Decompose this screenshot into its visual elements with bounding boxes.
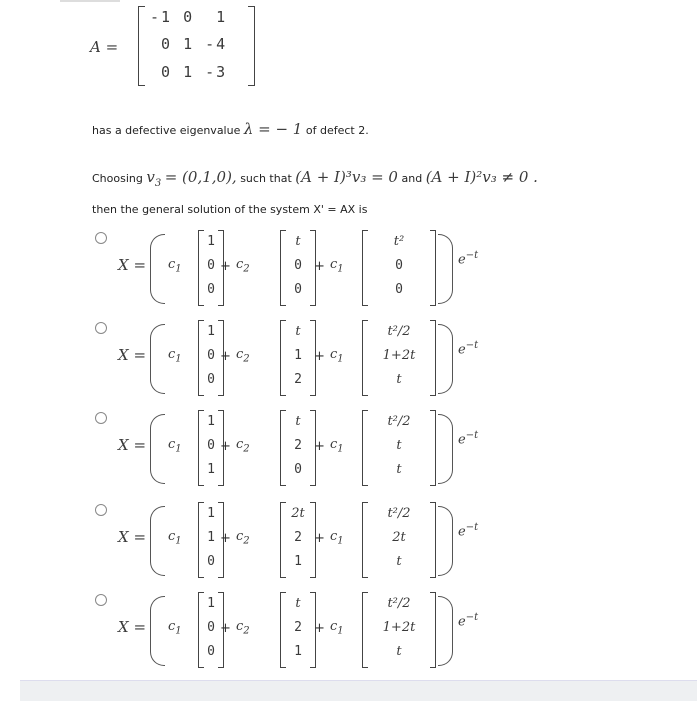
radio-button[interactable] bbox=[95, 232, 107, 244]
answer-option-2[interactable] bbox=[0, 318, 697, 408]
coefficient-c1: $c_1$ bbox=[168, 437, 182, 455]
left-paren bbox=[150, 324, 165, 394]
vector-entry: 0 bbox=[207, 348, 215, 363]
condition-1: (A + I)³v₃ = 0 bbox=[295, 168, 398, 186]
coefficient-c1: $c_1$ bbox=[168, 257, 182, 275]
column-vector-2 bbox=[280, 230, 316, 306]
coefficient-c1: $c_1$ bbox=[168, 619, 182, 637]
answer-option-4[interactable] bbox=[0, 500, 697, 590]
x-label: X = bbox=[118, 528, 147, 546]
answer-option-5[interactable] bbox=[0, 590, 697, 680]
footer-bar bbox=[20, 680, 697, 701]
matrix-row-3: 0 1 -3 bbox=[150, 63, 228, 81]
vector-entry: 1 bbox=[207, 324, 215, 339]
vector-entry: 0 bbox=[207, 372, 215, 387]
vector-entry: 0 bbox=[294, 282, 302, 297]
exponential-factor: $e^{-t}$ bbox=[458, 250, 479, 268]
exponential-factor: $e^{-t}$ bbox=[458, 522, 479, 540]
vector-entry: t²/2 bbox=[387, 596, 411, 611]
column-vector-2 bbox=[280, 320, 316, 396]
vector-entry: t bbox=[396, 554, 402, 569]
coefficient-c2: $c_2$ bbox=[236, 347, 250, 365]
vector-entry: 2 bbox=[294, 438, 302, 453]
statement-defect: of defect 2. bbox=[305, 124, 369, 137]
matrix-label: A = bbox=[90, 38, 119, 56]
coefficient-c1: $c_1$ bbox=[168, 529, 182, 547]
plus-sign: + bbox=[220, 439, 231, 454]
column-vector-3 bbox=[362, 320, 436, 396]
column-vector-2 bbox=[280, 502, 316, 578]
vector-entry: 1 bbox=[294, 554, 302, 569]
plus-sign: + bbox=[314, 349, 325, 364]
left-paren bbox=[150, 506, 165, 576]
vector-entry: 2t bbox=[291, 506, 305, 521]
vector-entry: t bbox=[396, 372, 402, 387]
answer-option-3[interactable] bbox=[0, 408, 697, 498]
coefficient-c3: $c_1$ bbox=[330, 257, 344, 275]
vector-entry: 0 bbox=[207, 282, 215, 297]
coefficient-c2: $c_2$ bbox=[236, 529, 250, 547]
answer-option-1[interactable] bbox=[0, 228, 697, 318]
such-that-text: such that bbox=[240, 172, 292, 185]
v-subscript: 3 bbox=[154, 178, 162, 189]
column-vector-3 bbox=[362, 502, 436, 578]
plus-sign: + bbox=[220, 531, 231, 546]
radio-button[interactable] bbox=[95, 322, 107, 334]
vector-entry: 0 bbox=[294, 462, 302, 477]
vector-entry: 1 bbox=[207, 414, 215, 429]
vector-entry: t bbox=[396, 462, 402, 477]
coefficient-c3: $c_1$ bbox=[330, 529, 344, 547]
column-vector-2 bbox=[280, 410, 316, 486]
x-label: X = bbox=[118, 618, 147, 636]
x-label: X = bbox=[118, 346, 147, 364]
coefficient-c1: $c_1$ bbox=[168, 347, 182, 365]
left-paren bbox=[150, 414, 165, 484]
vector-entry: 1 bbox=[207, 596, 215, 611]
vector-entry: 0 bbox=[207, 644, 215, 659]
column-vector-3 bbox=[362, 410, 436, 486]
v3-value: = (0,1,0), bbox=[164, 168, 237, 186]
vector-entry: t²/2 bbox=[387, 324, 411, 339]
plus-sign: + bbox=[314, 621, 325, 636]
vector-entry: 2 bbox=[294, 372, 302, 387]
coefficient-c2: $c_2$ bbox=[236, 437, 250, 455]
plus-sign: + bbox=[314, 259, 325, 274]
column-vector-3 bbox=[362, 592, 436, 668]
column-vector-3 bbox=[362, 230, 436, 306]
vector-entry: t²/2 bbox=[387, 414, 411, 429]
vector-entry: 1 bbox=[207, 506, 215, 521]
vector-entry: 0 bbox=[207, 438, 215, 453]
plus-sign: + bbox=[314, 439, 325, 454]
right-paren bbox=[438, 596, 453, 666]
exponential-factor: $e^{-t}$ bbox=[458, 430, 479, 448]
vector-entry: 0 bbox=[395, 282, 403, 297]
matrix-row-2: 0 1 -4 bbox=[150, 35, 228, 53]
radio-button[interactable] bbox=[95, 412, 107, 424]
coefficient-c2: $c_2$ bbox=[236, 257, 250, 275]
right-paren bbox=[438, 234, 453, 304]
vector-entry: 2 bbox=[294, 530, 302, 545]
coefficient-c3: $c_1$ bbox=[330, 619, 344, 637]
matrix-left-bracket bbox=[138, 6, 145, 86]
matrix-row-1: -1 0 1 bbox=[150, 8, 228, 26]
vector-entry: 0 bbox=[207, 620, 215, 635]
vector-entry: t bbox=[295, 596, 301, 611]
vector-entry: 2t bbox=[392, 530, 406, 545]
coefficient-c3: $c_1$ bbox=[330, 347, 344, 365]
plus-sign: + bbox=[220, 349, 231, 364]
vector-entry: 1 bbox=[207, 530, 215, 545]
x-label: X = bbox=[118, 436, 147, 454]
vector-entry: t bbox=[396, 438, 402, 453]
eigenvalue: λ = − 1 bbox=[243, 120, 303, 138]
and-text: and bbox=[401, 172, 423, 185]
right-paren bbox=[438, 324, 453, 394]
condition-2: (A + I)²v₃ ≠ 0 . bbox=[425, 168, 538, 186]
coefficient-c2: $c_2$ bbox=[236, 619, 250, 637]
exponential-factor: $e^{-t}$ bbox=[458, 340, 479, 358]
statement-line-2 bbox=[92, 168, 538, 189]
column-vector-2 bbox=[280, 592, 316, 668]
right-paren bbox=[438, 506, 453, 576]
vector-entry: 0 bbox=[207, 258, 215, 273]
exponential-factor: $e^{-t}$ bbox=[458, 612, 479, 630]
radio-button[interactable] bbox=[95, 594, 107, 606]
vector-entry: t bbox=[295, 234, 301, 249]
choosing-text: Choosing bbox=[92, 172, 143, 185]
vector-entry: 1+2t bbox=[382, 620, 416, 635]
matrix-right-bracket bbox=[248, 6, 255, 86]
radio-button[interactable] bbox=[95, 504, 107, 516]
vector-entry: t bbox=[396, 644, 402, 659]
plus-sign: + bbox=[314, 531, 325, 546]
left-paren bbox=[150, 596, 165, 666]
vector-entry: 1+2t bbox=[382, 348, 416, 363]
vector-entry: t bbox=[295, 324, 301, 339]
plus-sign: + bbox=[220, 259, 231, 274]
plus-sign: + bbox=[220, 621, 231, 636]
x-label: X = bbox=[118, 256, 147, 274]
vector-entry: 0 bbox=[395, 258, 403, 273]
statement-line-1 bbox=[92, 120, 369, 138]
vector-entry: t bbox=[295, 414, 301, 429]
v-symbol: v bbox=[146, 168, 155, 186]
vector-entry: t²/2 bbox=[387, 506, 411, 521]
right-paren bbox=[438, 414, 453, 484]
vector-entry: 0 bbox=[294, 258, 302, 273]
vector-entry: 0 bbox=[207, 554, 215, 569]
vector-entry: 1 bbox=[294, 348, 302, 363]
vector-entry: 1 bbox=[207, 462, 215, 477]
top-divider bbox=[60, 0, 120, 2]
statement-text: has a defective eigenvalue bbox=[92, 124, 241, 137]
coefficient-c3: $c_1$ bbox=[330, 437, 344, 455]
vector-entry: t² bbox=[393, 234, 405, 249]
left-paren bbox=[150, 234, 165, 304]
vector-entry: 1 bbox=[294, 644, 302, 659]
vector-entry: 1 bbox=[207, 234, 215, 249]
statement-line-3: then the general solution of the system X' = AX is bbox=[92, 203, 368, 216]
vector-entry: 2 bbox=[294, 620, 302, 635]
